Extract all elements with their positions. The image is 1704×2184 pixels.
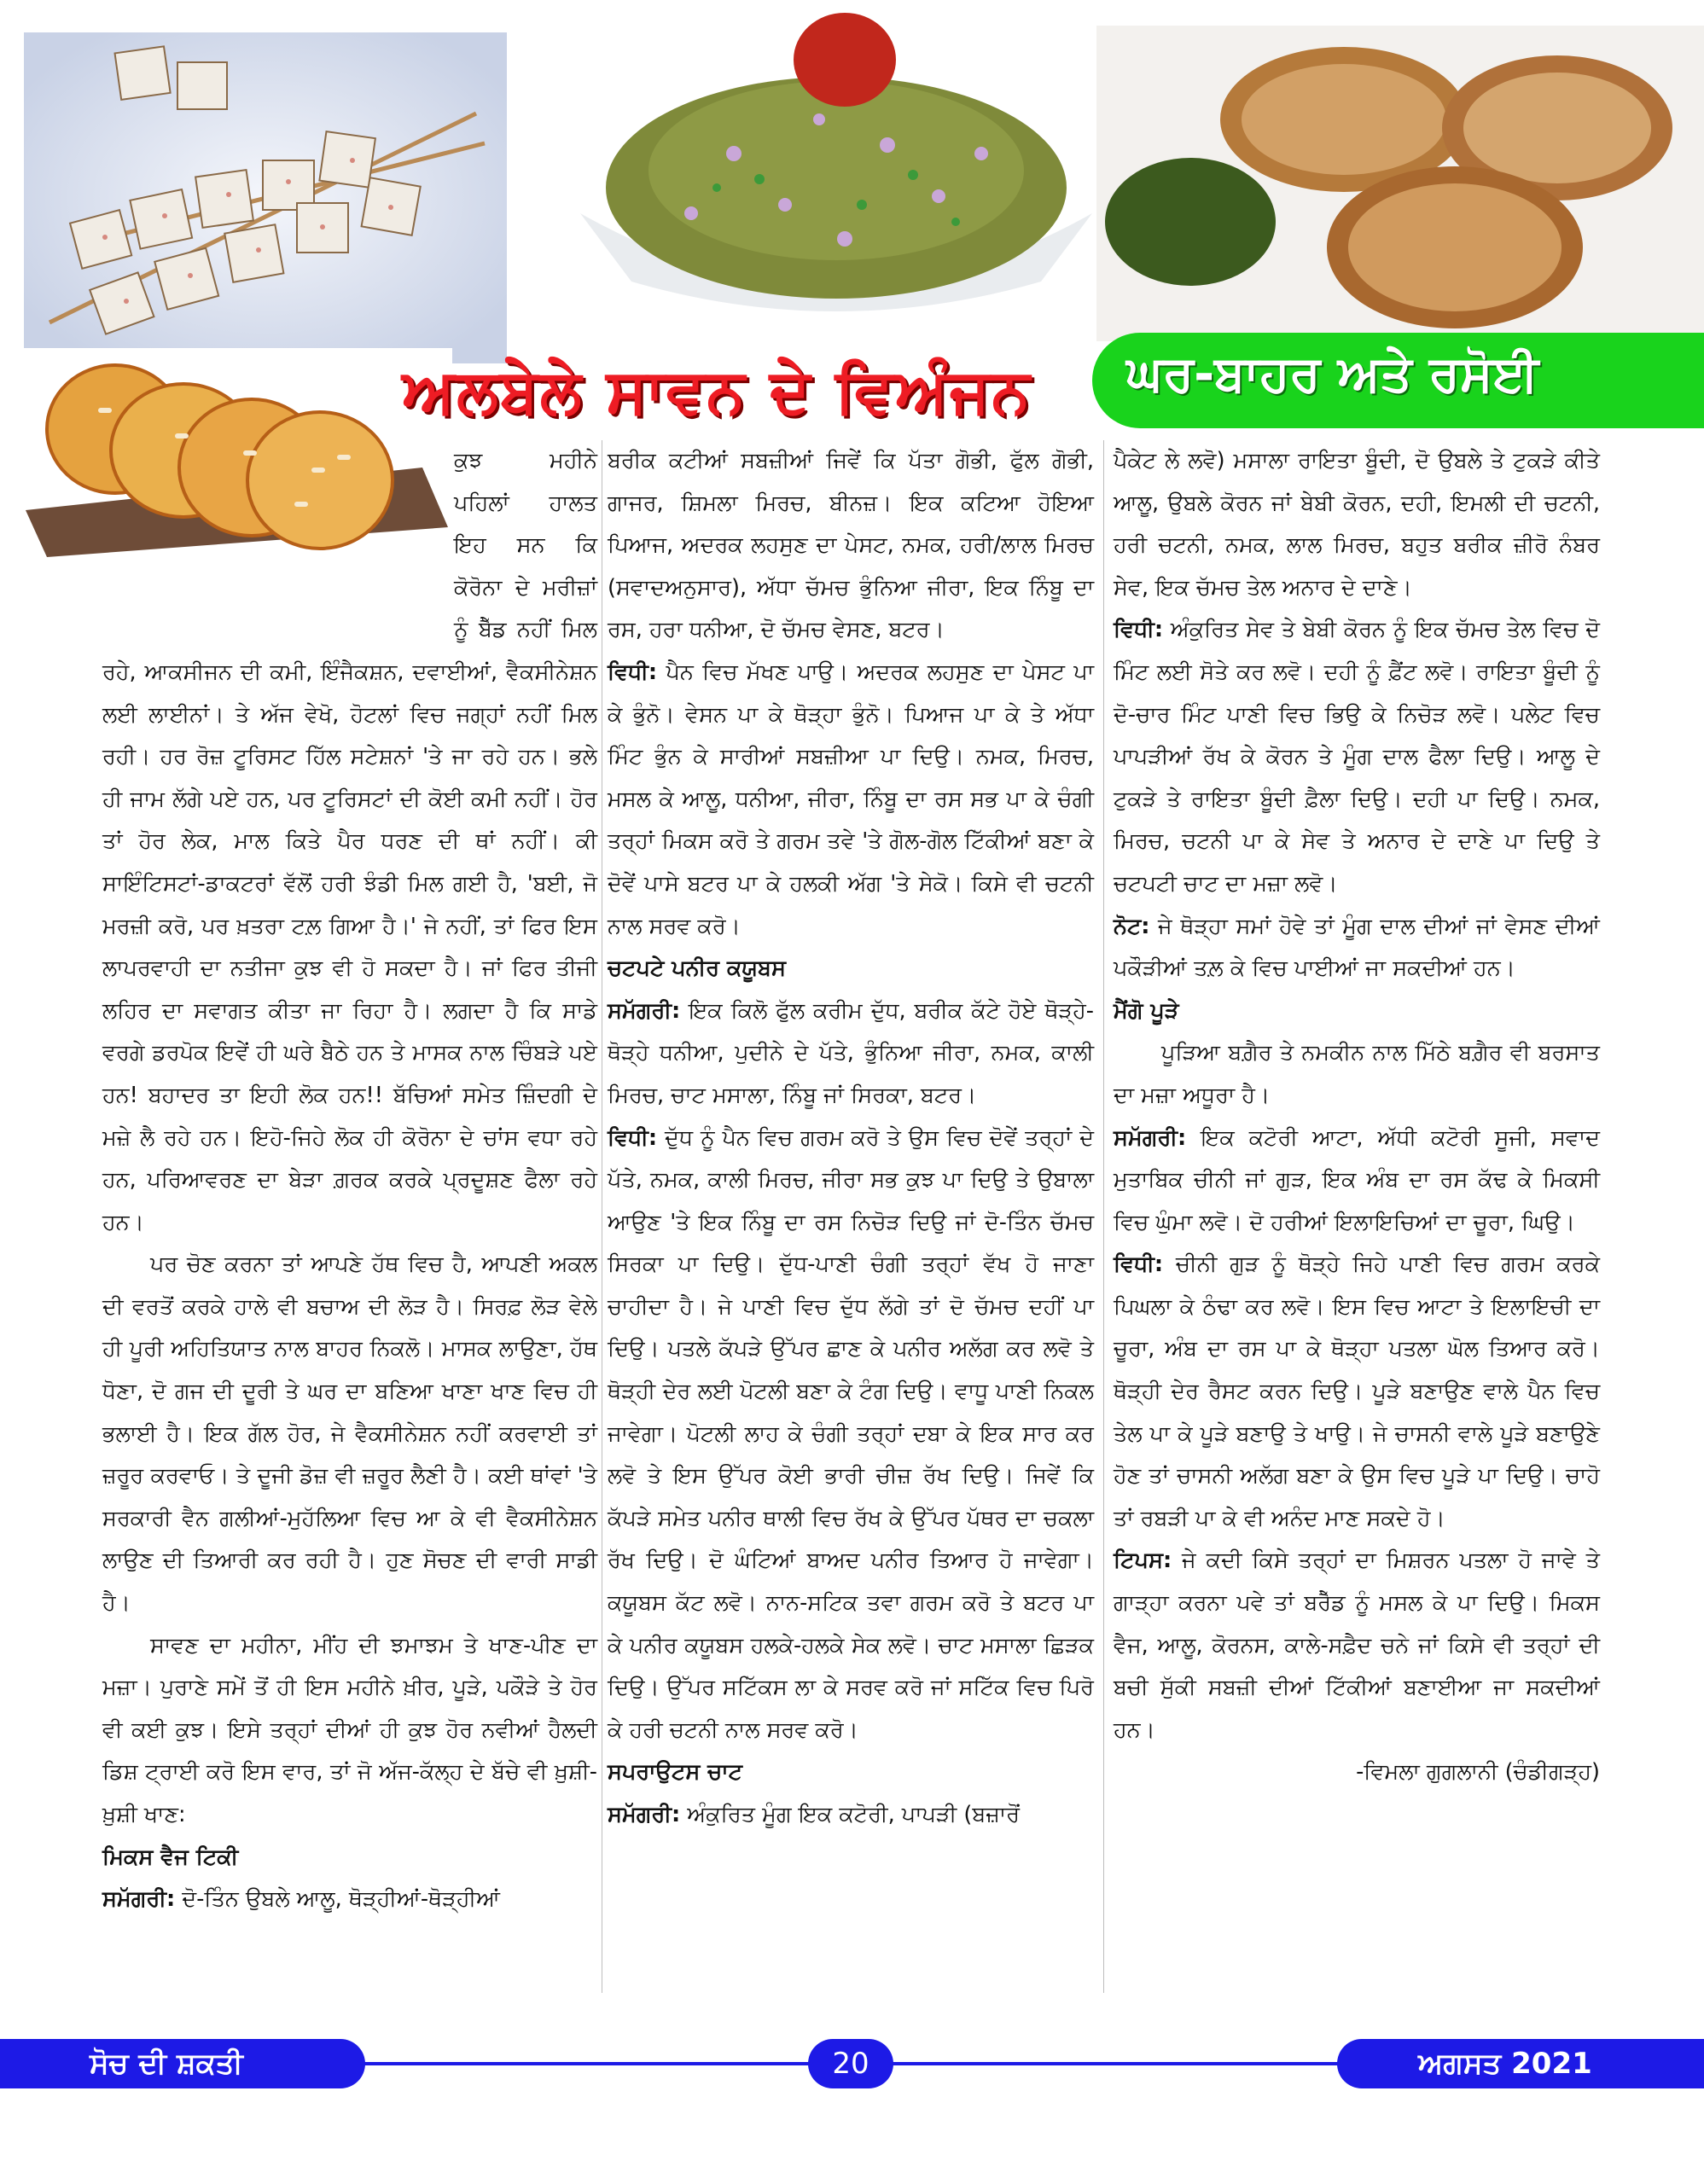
col2-paragraph: ਬਰੀਕ ਕਟੀਆਂ ਸਬਜ਼ੀਆਂ ਜਿਵੇਂ ਕਿ ਪੱਤਾ ਗੋਭੀ, ਫੁੱਲ ਗੋਭੀ, ਗਾਜਰ, ਸ਼ਿਮਲਾ ਮਿਰਚ, ਬੀਨਜ਼। ਇਕ ਕਟਿਆ ਹੋਇਆ ਪਿਆਜ, ਅਦਰਕ ਲਹਸੁਣ ਦਾ ਪੇਸਟ, ਨਮਕ, ਹਰੀ/ਲਾਲ ਮਿਰਚ (ਸਵਾਦਅਨੁਸਾਰ), ਅੱਧਾ ਚੱਮਚ ਭੁੰਨਿਆ ਜੀਰਾ, ਇਕ ਨਿੰਬੂ ਦਾ ਰਸ, ਹਰਾ ਧਨੀਆ, ਦੋ ਚੱਮਚ ਵੇਸਣ, ਬਟਰ। xyxy=(608,448,1094,643)
method-sprouts xyxy=(1114,609,1600,905)
recipe-heading-paneer: ਚਟਪਟੇ ਪਨੀਰ ਕਯੂਬਸ xyxy=(608,956,786,982)
ingredients-label: ਸਮੱਗਰੀ: xyxy=(102,1886,176,1913)
column-3 xyxy=(1114,440,1600,1794)
column-1 xyxy=(102,440,597,1921)
tips xyxy=(1114,1540,1600,1751)
ingredients-text: ਇਕ ਕਟੋਰੀ ਆਟਾ, ਅੱਧੀ ਕਟੋਰੀ ਸੂਜੀ, ਸਵਾਦ ਮੁਤਾਬਿਕ ਚੀਨੀ ਜਾਂ ਗੁੜ, ਇਕ ਅੰਬ ਦਾ ਰਸ ਕੱਢ ਕੇ ਮਿਕਸੀ ਵਿਚ ਘੁੰਮਾ ਲਵੋ। ਦੋ ਹਰੀਆਂ ਇਲਾਇਚਿਆਂ ਦਾ ਚੂਰਾ, ਘਿਉ। xyxy=(1114,1124,1600,1235)
puda-intro: ਪੂੜਿਆ ਬਗ਼ੈਰ ਤੇ ਨਮਕੀਨ ਨਾਲ ਮਿੱਠੇ ਬਗ਼ੈਰ ਵੀ ਬਰਸਾਤ ਦਾ ਮਜ਼ਾ ਅਧੂਰਾ ਹੈ। xyxy=(1114,1040,1600,1108)
note xyxy=(1114,906,1600,990)
ingredients-label: ਸਮੱਗਰੀ: xyxy=(608,997,681,1024)
ingredients-mix-veg xyxy=(102,1879,597,1921)
ingredients-paneer xyxy=(608,990,1094,1118)
recipe-heading-mix-veg-tikki: ਮਿਕਸ ਵੈਜ ਟਿਕੀ xyxy=(102,1844,239,1870)
sprouts-chaat-photo xyxy=(563,0,1109,320)
method-text: ਚੀਨੀ ਗੁੜ ਨੂੰ ਥੋੜ੍ਹੇ ਜਿਹੇ ਪਾਣੀ ਵਿਚ ਗਰਮ ਕਰਕੇ ਪਿਘਲਾ ਕੇ ਠੰਢਾ ਕਰ ਲਵੋ। ਇਸ ਵਿਚ ਆਟਾ ਤੇ ਇਲਾਇਚੀ ਦਾ ਚੂਰਾ, ਅੰਬ ਦਾ ਰਸ ਪਾ ਕੇ ਥੋੜ੍ਹਾ ਪਤਲਾ ਘੋਲ ਤਿਆਰ ਕਰੋ। ਥੋੜ੍ਹੀ ਦੇਰ ਰੈਸਟ ਕਰਨ ਦਿਉ। ਪੂੜੇ ਬਣਾਉਣ ਵਾਲੇ ਪੈਨ ਵਿਚ ਤੇਲ ਪਾ ਕੇ ਪੂੜੇ ਬਣਾਉ ਤੇ ਖਾਉ। ਜੇ ਚਾਸਨੀ ਵਾਲੇ ਪੂੜੇ ਬਣਾਉਣੇ ਹੋਣ ਤਾਂ ਚਾਸਨੀ ਅਲੱਗ ਬਣਾ ਕੇ ਉਸ ਵਿਚ ਪੂੜੇ ਪਾ ਦਿਉ। ਚਾਹੋ ਤਾਂ ਰਬੜੀ ਪਾ ਕੇ ਵੀ ਅਨੰਦ ਮਾਣ ਸਕਦੇ ਹੋ। xyxy=(1114,1252,1600,1531)
column-2 xyxy=(608,440,1094,1837)
tips-label: ਟਿਪਸ: xyxy=(1114,1548,1172,1574)
ingredients-sprouts xyxy=(608,1794,1094,1837)
veg-tikki-photo xyxy=(1096,26,1704,341)
ingredients-label: ਸਮੱਗਰੀ: xyxy=(1114,1124,1187,1151)
method-paneer xyxy=(608,1118,1094,1752)
col3-paragraph: ਪੈਕੇਟ ਲੇ ਲਵੋ) ਮਸਾਲਾ ਰਾਇਤਾ ਬੂੰਦੀ, ਦੋ ਉਬਲੇ ਤੇ ਟੁਕੜੇ ਕੀਤੇ ਆਲੂ, ਉਬਲੇ ਕੋਰਨ ਜਾਂ ਬੇਬੀ ਕੋਰਨ, ਦਹੀ, ਇਮਲੀ ਦੀ ਚਟਨੀ, ਹਰੀ ਚਟਨੀ, ਨਮਕ, ਲਾਲ ਮਿਰਚ, ਬਹੁਤ ਬਰੀਕ ਜ਼ੀਰੋ ਨੰਬਰ ਸੇਵ, ਇਕ ਚੱਮਚ ਤੇਲ ਅਨਾਰ ਦੇ ਦਾਣੇ। xyxy=(1114,448,1600,601)
section-tag xyxy=(1092,333,1704,428)
ingredients-text: ਦੋ-ਤਿੰਨ ਉਬਲੇ ਆਲੂ, ਥੋੜ੍ਹੀਆਂ-ਥੋੜ੍ਹੀਆਂ xyxy=(175,1886,500,1913)
method-mix-veg xyxy=(608,652,1094,948)
column-divider xyxy=(1103,440,1104,1993)
method-text: ਅੰਕੁਰਿਤ ਸੇਵ ਤੇ ਬੇਬੀ ਕੋਰਨ ਨੂੰ ਇਕ ਚੱਮਚ ਤੇਲ ਵਿਚ ਦੋ ਮਿੰਟ ਲਈ ਸੋਤੇ ਕਰ ਲਵੋ। ਦਹੀ ਨੂੰ ਫ਼ੈਂਟ ਲਵੋ। ਰਾਇਤਾ ਬੂੰਦੀ ਨੂੰ ਦੋ-ਚਾਰ ਮਿੰਟ ਪਾਣੀ ਵਿਚ ਭਿਉ ਕੇ ਨਿਚੋੜ ਲਵੋ। ਪਲੇਟ ਵਿਚ ਪਾਪੜੀਆਂ ਰੱਖ ਕੇ ਕੋਰਨ ਤੇ ਮੂੰਗ ਦਾਲ ਫੈਲਾ ਦਿਉ। ਆਲੂ ਦੇ ਟੁਕੜੇ ਤੇ ਰਾਇਤਾ ਬੂੰਦੀ ਫ਼ੈਲਾ ਦਿਉ। ਦਹੀ ਪਾ ਦਿਉ। ਨਮਕ, ਮਿਰਚ, ਚਟਨੀ ਪਾ ਕੇ ਸੇਵ ਤੇ ਅਨਾਰ ਦੇ ਦਾਣੇ ਪਾ ਦਿਉ ਤੇ ਚਟਪਟੀ ਚਾਟ ਦਾ ਮਜ਼ਾ ਲਵੋ। xyxy=(1114,617,1600,897)
tips-text: ਜੇ ਕਦੀ ਕਿਸੇ ਤਰ੍ਹਾਂ ਦਾ ਮਿਸ਼ਰਨ ਪਤਲਾ ਹੋ ਜਾਵੇ ਤੇ ਗਾੜ੍ਹਾ ਕਰਨਾ ਪਵੇ ਤਾਂ ਬਰੈੱਡ ਨੂੰ ਮਸਲ ਕੇ ਪਾ ਦਿਉ। ਮਿਕਸ ਵੈਜ, ਆਲੂ, ਕੋਰਨਸ, ਕਾਲੇ-ਸਫ਼ੈਦ ਚਨੇ ਜਾਂ ਕਿਸੇ ਵੀ ਤਰ੍ਹਾਂ ਦੀ ਬਚੀ ਸੁੱਕੀ ਸਬਜ਼ੀ ਦੀਆਂ ਟਿੱਕੀਆਂ ਬਣਾਈਆ ਜਾ ਸਕਦੀਆਂ ਹਨ। xyxy=(1114,1548,1600,1743)
note-text: ਜੇ ਥੋੜ੍ਹਾ ਸਮਾਂ ਹੋਵੇ ਤਾਂ ਮੂੰਗ ਦਾਲ ਦੀਆਂ ਜਾਂ ਵੇਸਣ ਦੀਆਂ ਪਕੌੜੀਆਂ ਤਲ਼ ਕੇ ਵਿਚ ਪਾਈਆਂ ਜਾ ਸਕਦੀਆਂ ਹਨ। xyxy=(1114,913,1600,982)
intro-paragraph: ਕੁਝ ਮਹੀਨੇ ਪਹਿਲਾਂ ਹਾਲਤ ਇਹ ਸਨ ਕਿ ਕੋਰੋਨਾ ਦੇ ਮਰੀਜ਼ਾਂ ਨੂੰ ਬੈੱਡ ਨਹੀਂ ਮਿਲ ਰਹੇ, ਆਕਸੀਜਨ ਦੀ ਕਮੀ, ਇੰਜੈਕਸ਼ਨ, ਦਵਾਈਆਂ, ਵੈਕਸੀਨੇਸ਼ਨ ਲਈ ਲਾਈਨਾਂ। ਤੇ ਅੱਜ ਵੇਖੋ, ਹੋਟਲਾਂ ਵਿਚ ਜਗ੍ਹਾਂ ਨਹੀਂ ਮਿਲ ਰਹੀ। ਹਰ ਰੋਜ਼ ਟੂਰਿਸਟ ਹਿੱਲ ਸਟੇਸ਼ਨਾਂ 'ਤੇ ਜਾ ਰਹੇ ਹਨ। ਭਲੇ ਹੀ ਜਾਮ ਲੱਗੇ ਪਏ ਹਨ, ਪਰ ਟੂਰਿਸਟਾਂ ਦੀ ਕੋਈ ਕਮੀ ਨਹੀਂ। ਹੋਰ ਤਾਂ ਹੋਰ ਲੇਕ, ਮਾਲ ਕਿਤੇ ਪੈਰ ਧਰਣ ਦੀ ਥਾਂ ਨਹੀਂ। ਕੀ ਸਾਇੰਟਿਸਟਾਂ-ਡਾਕਟਰਾਂ ਵੱਲੋਂ ਹਰੀ ਝੰਡੀ ਮਿਲ ਗਈ ਹੈ, 'ਬਈ, ਜੋ ਮਰਜ਼ੀ ਕਰੋ, ਪਰ ਖ਼ਤਰਾ ਟਲ਼ ਗਿਆ ਹੈ।' ਜੇ ਨਹੀਂ, ਤਾਂ ਫਿਰ ਇਸ ਲਾਪਰਵਾਹੀ ਦਾ ਨਤੀਜਾ ਕੁਝ ਵੀ ਹੋ ਸਕਦਾ ਹੈ। ਜਾਂ ਫਿਰ ਤੀਜੀ ਲਹਿਰ ਦਾ ਸਵਾਗਤ ਕੀਤਾ ਜਾ ਰਿਹਾ ਹੈ। ਲਗਦਾ ਹੈ ਕਿ ਸਾਡੇ ਵਰਗੇ ਡਰਪੋਕ ਇਵੇਂ ਹੀ ਘਰੇ ਬੈਠੇ ਹਨ ਤੇ ਮਾਸਕ ਨਾਲ ਚਿੰਬੜੇ ਪਏ ਹਨ! ਬਹਾਦਰ ਤਾ ਇਹੀ ਲੋਕ ਹਨ!! ਬੱਚਿਆਂ ਸਮੇਤ ਜ਼ਿੰਦਗੀ ਦੇ ਮਜ਼ੇ ਲੈ ਰਹੇ ਹਨ। ਇਹੋ-ਜਿਹੇ ਲੋਕ ਹੀ ਕੋਰੋਨਾ ਦੇ ਚਾਂਸ ਵਧਾ ਰਹੇ ਹਨ, ਪਰਿਆਵਰਣ ਦਾ ਬੇੜਾ ਗ਼ਰਕ ਕਰਕੇ ਪ੍ਰਦੂਸ਼ਣ ਫੈਲਾ ਰਹੇ ਹਨ। xyxy=(102,448,597,1235)
paneer-kebab-photo xyxy=(24,32,507,363)
page-title: ਅਲਬੇਲੇ ਸਾਵਨ ਦੇ ਵਿਅੰਜਨ xyxy=(402,355,1032,427)
method-puda xyxy=(1114,1244,1600,1540)
method-label: ਵਿਧੀ: xyxy=(1114,1252,1164,1278)
method-label: ਵਿਧੀ: xyxy=(608,1124,658,1151)
method-text: ਦੁੱਧ ਨੂੰ ਪੈਨ ਵਿਚ ਗਰਮ ਕਰੋ ਤੇ ਉਸ ਵਿਚ ਦੋਵੇਂ ਤਰ੍ਹਾਂ ਦੇ ਪੱਤੇ, ਨਮਕ, ਕਾਲੀ ਮਿਰਚ, ਜੀਰਾ ਸਭ ਕੁਝ ਪਾ ਦਿਉ ਤੇ ਉਬਾਲਾ ਆਉਣ 'ਤੇ ਇਕ ਨਿੰਬੂ ਦਾ ਰਸ ਨਿਚੋੜ ਦਿਉ ਜਾਂ ਦੋ-ਤਿੰਨ ਚੱਮਚ ਸਿਰਕਾ ਪਾ ਦਿਉ। ਦੁੱਧ-ਪਾਣੀ ਚੰਗੀ ਤਰ੍ਹਾਂ ਵੱਖ ਹੋ ਜਾਣਾ ਚਾਹੀਦਾ ਹੈ। ਜੇ ਪਾਣੀ ਵਿਚ ਦੁੱਧ ਲੱਗੇ ਤਾਂ ਦੋ ਚੱਮਚ ਦਹੀਂ ਪਾ ਦਿਉ। ਪਤਲੇ ਕੱਪੜੇ ਉੱਪਰ ਛਾਣ ਕੇ ਪਨੀਰ ਅਲੱਗ ਕਰ ਲਵੋ ਤੇ ਥੋੜ੍ਹੀ ਦੇਰ ਲਈ ਪੋਟਲੀ ਬਣਾ ਕੇ ਟੰਗ ਦਿਉ। ਵਾਧੂ ਪਾਣੀ ਨਿਕਲ ਜਾਵੇਗਾ। ਪੋਟਲੀ ਲਾਹ ਕੇ ਚੰਗੀ ਤਰ੍ਹਾਂ ਦਬਾ ਕੇ ਇਕ ਸਾਰ ਕਰ ਲਵੋ ਤੇ ਇਸ ਉੱਪਰ ਕੋਈ ਭਾਰੀ ਚੀਜ਼ ਰੱਖ ਦਿਉ। ਜਿਵੇਂ ਕਿ ਕੱਪੜੇ ਸਮੇਤ ਪਨੀਰ ਥਾਲੀ ਵਿਚ ਰੱਖ ਕੇ ਉੱਪਰ ਪੱਥਰ ਦਾ ਚਕਲਾ ਰੱਖ ਦਿਉ। ਦੋ ਘੰਟਿਆਂ ਬਾਅਦ ਪਨੀਰ ਤਿਆਰ ਹੋ ਜਾਵੇਗਾ। ਕਯੂਬਸ ਕੱਟ ਲਵੋ। ਨਾਨ-ਸਟਿਕ ਤਵਾ ਗਰਮ ਕਰੋ ਤੇ ਬਟਰ ਪਾ ਕੇ ਪਨੀਰ ਕਯੂਬਸ ਹਲਕੇ-ਹਲਕੇ ਸੇਕ ਲਵੋ। ਚਾਟ ਮਸਾਲਾ ਛਿੜਕ ਦਿਉ। ਉੱਪਰ ਸਟਿੱਕਸ ਲਾ ਕੇ ਸਰਵ ਕਰੋ ਜਾਂ ਸਟਿੱਕ ਵਿਚ ਪਿਰੋ ਕੇ ਹਰੀ ਚਟਨੀ ਨਾਲ ਸਰਵ ਕਰੋ। xyxy=(608,1124,1094,1743)
recipe-heading-mango-puda: ਮੈਂਗੋ ਪੂੜੇ xyxy=(1114,997,1179,1024)
magazine-name: ਸੋਚ ਦੀ ਸ਼ਕਤੀ xyxy=(90,2047,243,2081)
note-label: ਨੋਟ: xyxy=(1114,913,1150,939)
footer-issue-date xyxy=(1337,2039,1704,2088)
page-number: 20 xyxy=(832,2047,869,2081)
ingredients-puda xyxy=(1114,1118,1600,1245)
footer-magazine-name xyxy=(0,2039,365,2088)
ingredients-text: ਅੰਕੁਰਿਤ ਮੂੰਗ ਇਕ ਕਟੋਰੀ, ਪਾਪੜੀ (ਬਜ਼ਾਰੋਂ xyxy=(680,1802,1021,1827)
ingredients-label: ਸਮੱਗਰੀ: xyxy=(608,1802,681,1827)
section-tag-label: ਘਰ-ਬਾਹਰ ਅਤੇ ਰਸੋਈ xyxy=(1126,345,1539,403)
paragraph-3: ਸਾਵਣ ਦਾ ਮਹੀਨਾ, ਮੀਂਹ ਦੀ ਝਮਾਝਮ ਤੇ ਖਾਣ-ਪੀਣ ਦਾ ਮਜ਼ਾ। ਪੁਰਾਣੇ ਸਮੇਂ ਤੋਂ ਹੀ ਇਸ ਮਹੀਨੇ ਖ਼ੀਰ, ਪੂੜੇ, ਪਕੌੜੇ ਤੇ ਹੋਰ ਵੀ ਕਈ ਕੁਝ। ਇਸੇ ਤਰ੍ਹਾਂ ਦੀਆਂ ਹੀ ਕੁਝ ਹੋਰ ਨਵੀਆਂ ਹੈਲਦੀ ਡਿਸ਼ ਟ੍ਰਾਈ ਕਰੋ ਇਸ ਵਾਰ, ਤਾਂ ਜੋ ਅੱਜ-ਕੱਲ੍ਹ ਦੇ ਬੱਚੇ ਵੀ ਖ਼ੁਸ਼ੀ-ਖ਼ੁਸ਼ੀ ਖਾਣ: xyxy=(102,1632,597,1827)
issue-date: ਅਗਸਤ 2021 xyxy=(1418,2047,1592,2081)
paragraph-2: ਪਰ ਚੋਣ ਕਰਨਾ ਤਾਂ ਆਪਣੇ ਹੱਥ ਵਿਚ ਹੈ, ਆਪਣੀ ਅਕਲ ਦੀ ਵਰਤੋਂ ਕਰਕੇ ਹਾਲੇ ਵੀ ਬਚਾਅ ਦੀ ਲੋੜ ਹੈ। ਸਿਰਫ਼ ਲੋੜ ਵੇਲੇ ਹੀ ਪੂਰੀ ਅਹਿਤਿਯਾਤ ਨਾਲ ਬਾਹਰ ਨਿਕਲੋ। ਮਾਸਕ ਲਾਉਣਾ, ਹੱਥ ਧੋਣਾ, ਦੋ ਗਜ ਦੀ ਦੂਰੀ ਤੇ ਘਰ ਦਾ ਬਣਿਆ ਖਾਣਾ ਖਾਣ ਵਿਚ ਹੀ ਭਲਾਈ ਹੈ। ਇਕ ਗੱਲ ਹੋਰ, ਜੇ ਵੈਕਸੀਨੇਸ਼ਨ ਨਹੀਂ ਕਰਵਾਈ ਤਾਂ ਜ਼ਰੂਰ ਕਰਵਾਓ। ਤੇ ਦੂਜੀ ਡੋਜ਼ ਵੀ ਜ਼ਰੂਰ ਲੈਣੀ ਹੈ। ਕਈ ਥਾਂਵਾਂ 'ਤੇ ਸਰਕਾਰੀ ਵੈਨ ਗਲੀਆਂ-ਮੁਹੱਲਿਆ ਵਿਚ ਆ ਕੇ ਵੀ ਵੈਕਸੀਨੇਸ਼ਨ ਲਾਉਣ ਦੀ ਤਿਆਰੀ ਕਰ ਰਹੀ ਹੈ। ਹੁਣ ਸੋਚਣ ਦੀ ਵਾਰੀ ਸਾਡੀ ਹੈ। xyxy=(102,1252,597,1617)
author-credit: -ਵਿਮਲਾ ਗੁਗਲਾਨੀ (ਚੰਡੀਗੜ੍ਹ) xyxy=(1356,1759,1600,1786)
method-label: ਵਿਧੀ: xyxy=(1114,617,1164,643)
footer-page-number xyxy=(808,2039,893,2088)
method-text: ਪੈਨ ਵਿਚ ਮੱਖਣ ਪਾਉ। ਅਦਰਕ ਲਹਸੁਣ ਦਾ ਪੇਸਟ ਪਾ ਕੇ ਭੁੰਨੋ। ਵੇਸਨ ਪਾ ਕੇ ਥੋੜ੍ਹਾ ਭੁੰਨੋ। ਪਿਆਜ ਪਾ ਕੇ ਤੇ ਅੱਧਾ ਮਿੰਟ ਭੁੰਨ ਕੇ ਸਾਰੀਆਂ ਸਬਜ਼ੀਆ ਪਾ ਦਿਉ। ਨਮਕ, ਮਿਰਚ, ਮਸਲ ਕੇ ਆਲੂ, ਧਨੀਆ, ਜੀਰਾ, ਨਿੰਬੂ ਦਾ ਰਸ ਸਭ ਪਾ ਕੇ ਚੰਗੀ ਤਰ੍ਹਾਂ ਮਿਕਸ ਕਰੋ ਤੇ ਗਰਮ ਤਵੇ 'ਤੇ ਗੋਲ-ਗੋਲ ਟਿੱਕੀਆਂ ਬਣਾ ਕੇ ਦੋਵੇਂ ਪਾਸੇ ਬਟਰ ਪਾ ਕੇ ਹਲਕੀ ਅੱਗ 'ਤੇ ਸੇਕੋ। ਕਿਸੇ ਵੀ ਚਟਨੀ ਨਾਲ ਸਰਵ ਕਰੋ। xyxy=(608,659,1094,939)
ingredients-text: ਇਕ ਕਿਲੋ ਫੁੱਲ ਕਰੀਮ ਦੁੱਧ, ਬਰੀਕ ਕੱਟੇ ਹੋਏ ਥੋੜ੍ਹੇ-ਥੋੜ੍ਹੇ ਧਨੀਆ, ਪੁਦੀਨੇ ਦੇ ਪੱਤੇ, ਭੁੰਨਿਆ ਜੀਰਾ, ਨਮਕ, ਕਾਲੀ ਮਿਰਚ, ਚਾਟ ਮਸਾਲਾ, ਨਿੰਬੂ ਜਾਂ ਸਿਰਕਾ, ਬਟਰ। xyxy=(608,997,1094,1108)
recipe-heading-sprouts: ਸਪਰਾਉਟਸ ਚਾਟ xyxy=(608,1759,743,1786)
method-label: ਵਿਧੀ: xyxy=(608,659,658,685)
